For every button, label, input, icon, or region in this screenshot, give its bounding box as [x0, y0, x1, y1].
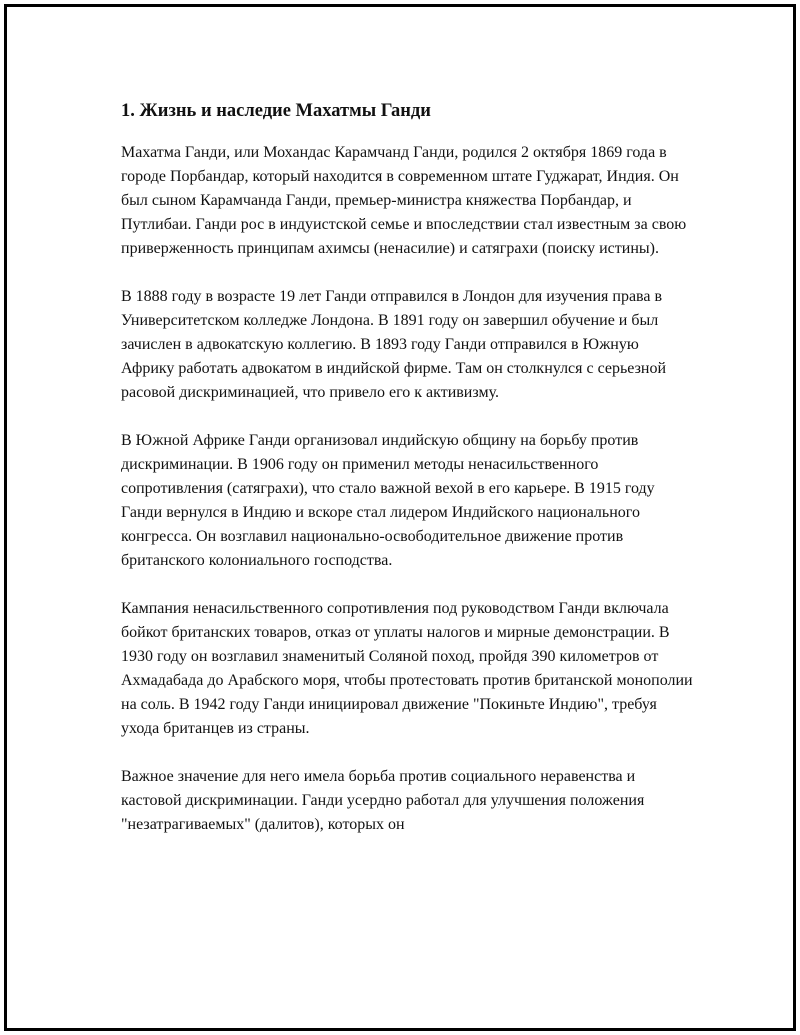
section-heading: 1. Жизнь и наследие Махатмы Ганди: [121, 101, 431, 121]
paragraph-campaign: Кампания ненасильственного сопротивления под руководством Ганди включала бойкот британских товаров, отказ от уплаты налогов и мирные демонстрации. В 1930 году он возглавил знаменитый Соляной поход, пройдя 390 километров от Ахмадабада до Арабского моря, чтобы протестовать против британской монополии на соль. В 1942 году Ганди инициировал движение "Покиньте Индию", требуя ухода британцев из страны.: [121, 600, 693, 737]
document-page: [4, 4, 796, 1031]
paragraph-london: В 1888 году в возрасте 19 лет Ганди отправился в Лондон для изучения права в Университетском колледже Лондона. В 1891 году он завершил обучение и был зачислен в адвокатскую коллегию. В 1893 году Ганди отправился в Южную Африку работать адвокатом в индийской фирме. Там он столкнулся с серьезной расовой дискриминацией, что привело его к активизму.: [121, 288, 667, 401]
document-body: [121, 99, 696, 861]
paragraph-south-africa: В Южной Африке Ганди организовал индийскую общину на борьбу против дискриминации. В 1906 году он применил методы ненасильственного сопротивления (сатяграхи), что стало важной вехой в его карьере. В 1915 году Ганди вернулся в Индию и вскоре стал лидером Индийского национального конгресса. Он возглавил национально-освободительное движение против британского колониального господства.: [121, 432, 655, 569]
paragraph-inequality: Важное значение для него имела борьба против социального неравенства и кастовой дискриминации. Ганди усердно работал для улучшения положения "незатрагиваемых" (далитов), которых он: [121, 768, 645, 833]
paragraph-birth: Махатма Ганди, или Мохандас Карамчанд Ганди, родился 2 октября 1869 года в городе Порбандар, который находится в современном штате Гуджарат, Индия. Он был сыном Карамчанда Ганди, премьер-министра княжества Порбандар, и Путлибаи. Ганди рос в индуистской семье и впоследствии стал известным за свою приверженность принципам ахимсы (ненасилие) и сатяграхи (поиску истины).: [121, 144, 687, 257]
